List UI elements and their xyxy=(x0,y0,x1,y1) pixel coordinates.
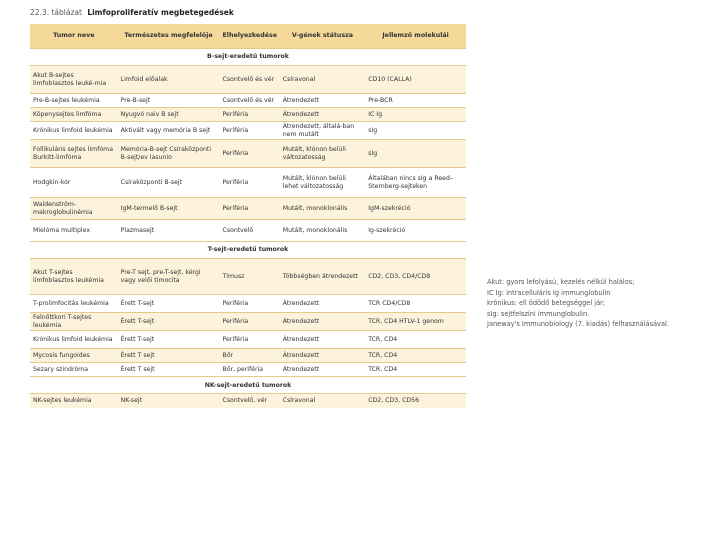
section-title: B-sejt-eredetű tumorok xyxy=(30,49,466,66)
table-row xyxy=(30,94,466,108)
table-row xyxy=(30,259,466,295)
cell-counterpart: Plazmasejt xyxy=(118,220,220,242)
cell-counterpart: Érett T-sejt xyxy=(118,331,220,349)
table-row xyxy=(30,363,466,377)
cell-tumor-name: Mycosis fungoides xyxy=(30,349,118,363)
cell-molecules: Ig-szekréció xyxy=(365,220,466,242)
cell-tumor-name: Hodgkin-kór xyxy=(30,168,118,198)
cell-v-gene: Csíravonal xyxy=(280,66,365,94)
cell-location: Periféria xyxy=(220,168,280,198)
cell-location: Periféria xyxy=(220,198,280,220)
cell-tumor-name: Akut B-sejtes limfoblasztos leuké-mia xyxy=(30,66,118,94)
cell-molecules: IC Ig xyxy=(365,108,466,122)
cell-tumor-name: Krónikus limfoid leukémia xyxy=(30,331,118,349)
cell-location: Periféria xyxy=(220,140,280,168)
cell-counterpart: Memória-B-sejt Csíraközponti B-sejt/ev lasunio xyxy=(118,140,220,168)
header-v-gene-status: V-gének státusza xyxy=(280,24,365,49)
cell-location: Periféria xyxy=(220,122,280,140)
cell-molecules: sIg xyxy=(365,122,466,140)
cell-molecules: TCR, CD4 xyxy=(365,331,466,349)
cell-location: Csontvelő és vér xyxy=(220,94,280,108)
table-row xyxy=(30,220,466,242)
cell-location: Periféria xyxy=(220,108,280,122)
table-title: Limfoproliferatív megbetegedések xyxy=(87,8,234,17)
cell-tumor-name: Waldenström-makroglobulinémia xyxy=(30,198,118,220)
cell-tumor-name: Akut T-sejtes limfoblasztos leukémia xyxy=(30,259,118,295)
cell-v-gene: Átrendezett xyxy=(280,349,365,363)
table-number: 22.3. táblázat xyxy=(30,8,82,17)
cell-tumor-name: Pre-B-sejtes leukémia xyxy=(30,94,118,108)
cell-tumor-name: Köpenysejtes limfóma xyxy=(30,108,118,122)
section-header-row xyxy=(30,49,466,66)
cell-molecules: TCR CD4/CD8 xyxy=(365,295,466,313)
cell-v-gene: Mutált, klónon belüli változatosság xyxy=(280,140,365,168)
note-line: sIg: sejtfelszíni immunglobulin. xyxy=(487,309,590,318)
cell-counterpart: Csíraközponti B-sejt xyxy=(118,168,220,198)
cell-molecules: TCR, CD4 HTLV-1 genom xyxy=(365,313,466,331)
cell-tumor-name: Krónikus limfoid leukémia xyxy=(30,122,118,140)
cell-v-gene: Átrendezett xyxy=(280,313,365,331)
cell-location: Bőr, periféria xyxy=(220,363,280,377)
note-line: krónikus: ell ödödő betegséggel jár; xyxy=(487,299,606,308)
cell-location: Csontvelő, vér xyxy=(220,394,280,408)
cell-molecules: sIg xyxy=(365,140,466,168)
section-header-row xyxy=(30,242,466,259)
table-row xyxy=(30,198,466,220)
table-row xyxy=(30,313,466,331)
table-row xyxy=(30,331,466,349)
cell-v-gene: Átrendezett xyxy=(280,94,365,108)
header-molecules: Jellemző molekulái xyxy=(365,24,466,49)
cell-tumor-name: Felnőttkori T-sejtes leukémia xyxy=(30,313,118,331)
note-line: Janeway's Immunobiology (7. kiadás) felhasználásával. xyxy=(487,320,669,329)
cell-location: Periféria xyxy=(220,331,280,349)
cell-counterpart: Érett T sejt xyxy=(118,363,220,377)
lymphoproliferative-table xyxy=(30,24,466,408)
cell-v-gene: Átrendezett xyxy=(280,331,365,349)
header-natural-counterpart: Természetes megfelelője xyxy=(118,24,220,49)
cell-molecules: Általában nincs sIg a Reed–Sternberg-sejteken xyxy=(365,168,466,198)
cell-tumor-name: Sezary szindróma xyxy=(30,363,118,377)
cell-tumor-name: Mielóma multiplex xyxy=(30,220,118,242)
cell-v-gene: Többségben átrendezett xyxy=(280,259,365,295)
cell-counterpart: Limfoid előalak xyxy=(118,66,220,94)
table-row xyxy=(30,168,466,198)
cell-v-gene: Mutált, klónon belüli lehet változatosság xyxy=(280,168,365,198)
section-title: T-sejt-eredetű tumorok xyxy=(30,242,466,259)
section-header-row xyxy=(30,377,466,394)
cell-molecules: CD10 (CALLA) xyxy=(365,66,466,94)
cell-tumor-name: Follikuláris sejtes limfóma Burkitt-limfóma xyxy=(30,140,118,168)
cell-location: Bőr xyxy=(220,349,280,363)
cell-counterpart: Pre-B-sejt xyxy=(118,94,220,108)
cell-counterpart: Nyugvó naiv B sejt xyxy=(118,108,220,122)
cell-v-gene: Átrendezett, általá-ban nem mutált xyxy=(280,122,365,140)
cell-molecules: TCR, CD4 xyxy=(365,349,466,363)
cell-location: Tímusz xyxy=(220,259,280,295)
cell-molecules: Pre-BCR xyxy=(365,94,466,108)
cell-molecules: IgM-szekréció xyxy=(365,198,466,220)
table-row xyxy=(30,108,466,122)
cell-v-gene: Átrendezett xyxy=(280,295,365,313)
table-body xyxy=(30,49,466,408)
cell-counterpart: Érett T sejt xyxy=(118,349,220,363)
cell-location: Csontvelő xyxy=(220,220,280,242)
table-row xyxy=(30,66,466,94)
cell-location: Csontvelő és vér xyxy=(220,66,280,94)
table-row xyxy=(30,122,466,140)
header-row xyxy=(30,24,466,49)
cell-location: Periféria xyxy=(220,313,280,331)
note-line: Akut: gyors lefolyású, kezelés nélkül halálos; xyxy=(487,278,635,286)
header-location: Elhelyezkedése xyxy=(220,24,280,49)
cell-tumor-name: NK-sejtes leukémia xyxy=(30,394,118,408)
cell-v-gene: Átrendezett xyxy=(280,363,365,377)
cell-molecules: TCR, CD4 xyxy=(365,363,466,377)
cell-counterpart: Aktivált vagy memória B sejt xyxy=(118,122,220,140)
table-notes xyxy=(487,277,669,330)
table-row xyxy=(30,349,466,363)
table-row xyxy=(30,295,466,313)
cell-tumor-name: T-prolimfocitás leukémia xyxy=(30,295,118,313)
section-title: NK-sejt-eredetű tumorok xyxy=(30,377,466,394)
cell-molecules: CD2, CD3, CD4/CD8 xyxy=(365,259,466,295)
cell-v-gene: Mutált, monoklonális xyxy=(280,198,365,220)
cell-v-gene: Mutált, monoklonális xyxy=(280,220,365,242)
table-caption xyxy=(30,8,234,17)
note-line: IC Ig: intracelluláris Ig immunglobulin xyxy=(487,288,611,297)
cell-v-gene: Átrendezett xyxy=(280,108,365,122)
cell-location: Periféria xyxy=(220,295,280,313)
table-row xyxy=(30,140,466,168)
table-row xyxy=(30,394,466,408)
cell-molecules: CD2, CD3, CD56 xyxy=(365,394,466,408)
cell-counterpart: Pre-T sejt, pre-T-sejt, kérgi vagy velői timocita xyxy=(118,259,220,295)
cell-v-gene: Csíravonal xyxy=(280,394,365,408)
cell-counterpart: Érett T-sejt xyxy=(118,313,220,331)
cell-counterpart: IgM-termelő B-sejt xyxy=(118,198,220,220)
header-tumor-name: Tumor neve xyxy=(30,24,118,49)
cell-counterpart: NK-sejt xyxy=(118,394,220,408)
cell-counterpart: Érett T-sejt xyxy=(118,295,220,313)
